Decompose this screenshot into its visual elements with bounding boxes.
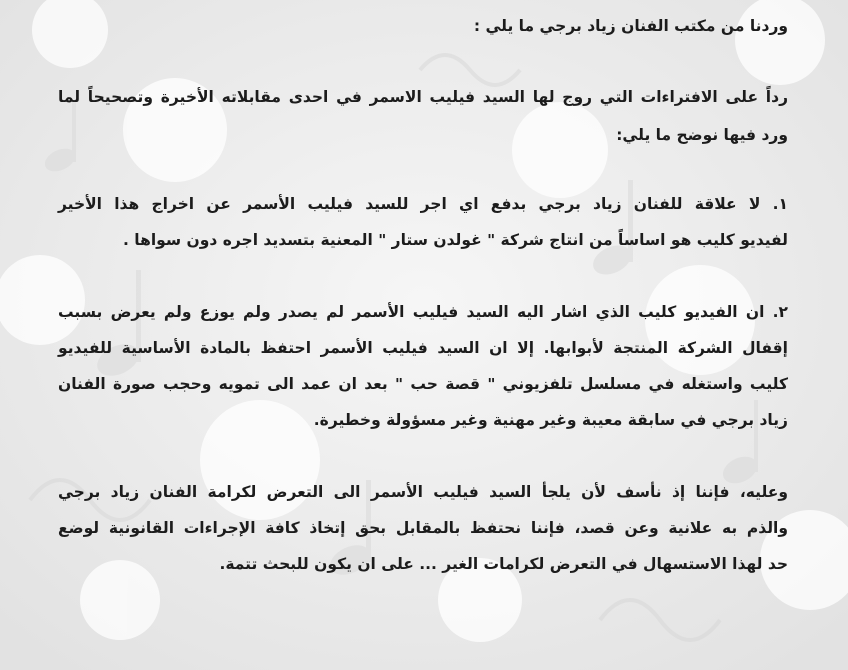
point-1-line-2: لفيديو كليب هو اساساً من انتاج شركة " غولدن ستار " المعنية بتسديد اجره دون سواها . [123, 231, 788, 249]
point-2-line-3: كليب واستغله في مسلسل تلفزيوني " قصة حب " بعد ان عمد الى تمويه وحجب صورة الفنان [58, 375, 788, 393]
point-2-line-4: زياد برجي في سابقة معيبة وغير مهنية وغير مسؤولة وخطيرة. [313, 411, 788, 429]
preface-line-2: ورد فيها نوضح ما يلي: [616, 126, 788, 144]
intro-line: وردنا من مكتب الفنان زياد برجي ما يلي : [473, 17, 788, 35]
preface-line-1: رداً على الافتراءات التي روج لها السيد فيليب الاسمر في احدى مقابلاته الأخيرة وتصحيحاً لما [58, 88, 788, 106]
conclusion-line-1: وعليه، فإننا إذ نأسف لأن يلجأ السيد فيليب الأسمر الى التعرض لكرامة الفنان زياد برجي [58, 483, 788, 501]
conclusion-line-2: والذم به علانية وعن قصد، فإننا نحتفظ بالمقابل بحق إتخاذ كافة الإجراءات القانونية لوضع [58, 519, 788, 537]
point-1-line-1: ١. لا علاقة للفنان زياد برجي بدفع اي اجر للسيد فيليب الأسمر عن اخراج هذا الأخير [58, 195, 788, 213]
conclusion-line-3: حد لهذا الاستسهال في التعرض لكرامات الغير ... على ان يكون للبحث تتمة. [219, 555, 788, 573]
point-2-line-2: إقفال الشركة المنتجة لأبوابها. إلا ان السيد فيليب الأسمر احتفظ بالمادة الأساسية للفيديو [58, 339, 788, 357]
point-2-line-1: ٢. ان الفيديو كليب الذي اشار اليه السيد فيليب الأسمر لم يصدر ولم يوزع ولم يعرض بسبب [58, 303, 788, 321]
